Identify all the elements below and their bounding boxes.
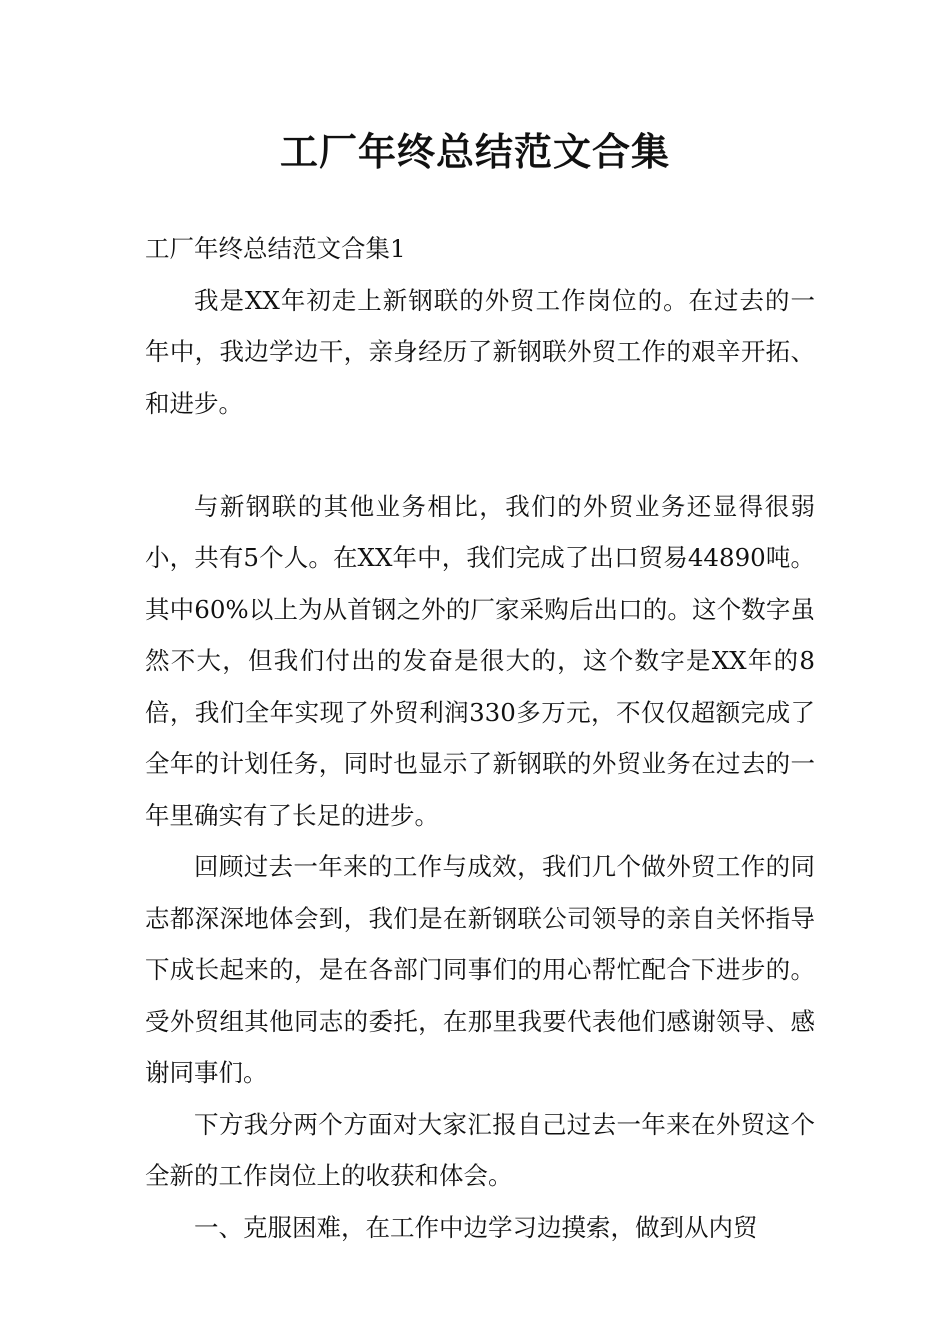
document-title: 工厂年终总结范文合集: [279, 129, 670, 174]
paragraph-2: 与新钢联的其他业务相比，我们的外贸业务还显得很弱小，共有5个人。在XX年中，我们完成了出口贸易44890吨。其中60%以上为从首钢之外的厂家采购后出口的。这个数字虽然不大，但我们付出的发奋是很大的，这个数字是XX年的8倍，我们全年实现了外贸利润330多万元，不仅仅超额完成了全年的计划任务，同时也显示了新钢联的外贸业务在过去的一年里确实有了长足的进步。: [145, 491, 815, 830]
section-heading: 工厂年终总结范文合集1: [145, 234, 406, 263]
paragraph-4: 下方我分两个方面对大家汇报自己过去一年来在外贸这个全新的工作岗位上的收获和体会。: [145, 1109, 815, 1190]
blank-line: [145, 429, 815, 481]
paragraph-3: 回顾过去一年来的工作与成效，我们几个做外贸工作的同志都深深地体会到，我们是在新钢联公司领导的亲自关怀指导下成长起来的，是在各部门同事们的用心帮忙配合下进步的。受外贸组其他同志的委托，在那里我要代表他们感谢领导、感谢同事们。: [145, 852, 815, 1087]
paragraph-5: 一、克服困难，在工作中边学习边摸索，做到从内贸: [194, 1212, 758, 1242]
paragraph-1: 我是XX年初走上新钢联的外贸工作岗位的。在过去的一年中，我边学边干，亲身经历了新钢联外贸工作的艰辛开拓、和进步。: [145, 285, 815, 418]
document-body: [145, 223, 815, 1253]
